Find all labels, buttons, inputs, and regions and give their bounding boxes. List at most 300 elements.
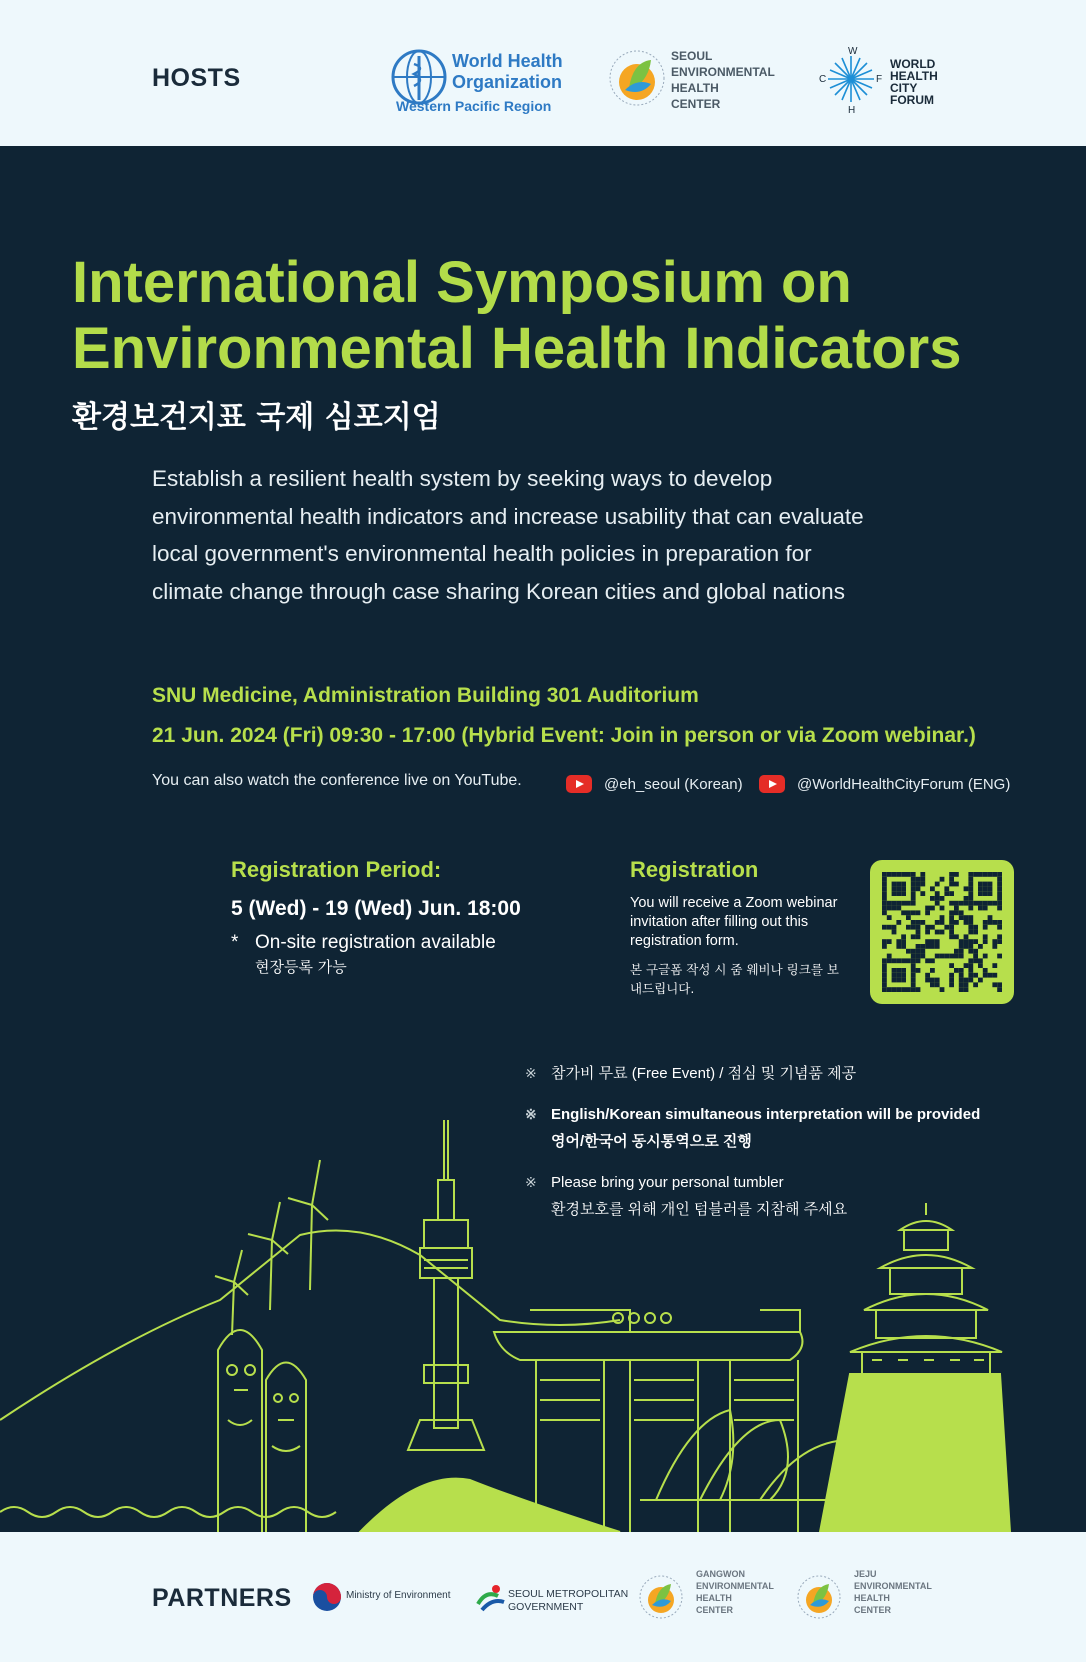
qr-module bbox=[892, 978, 897, 983]
note-tumbler-en: Please bring your personal tumbler bbox=[551, 1174, 784, 1191]
qr-module bbox=[968, 958, 973, 963]
qr-module bbox=[954, 872, 959, 877]
qr-module bbox=[978, 891, 983, 896]
whcf-line4: FORUM bbox=[890, 93, 934, 107]
qr-module bbox=[882, 982, 887, 987]
qr-module bbox=[959, 915, 964, 920]
qr-module bbox=[911, 934, 916, 939]
registration-period: 5 (Wed) - 19 (Wed) Jun. 18:00 bbox=[231, 897, 521, 920]
qr-module bbox=[964, 886, 969, 891]
qr-module bbox=[920, 944, 925, 949]
qr-module bbox=[935, 939, 940, 944]
qr-module bbox=[978, 901, 983, 906]
onsite-registration-ko: 현장등록 가능 bbox=[255, 958, 347, 976]
qr-module bbox=[992, 920, 997, 925]
qr-module bbox=[983, 906, 988, 911]
qr-module bbox=[959, 987, 964, 992]
registration-qr-code[interactable] bbox=[870, 860, 1014, 1004]
qr-module bbox=[892, 958, 897, 963]
qr-module bbox=[959, 944, 964, 949]
qr-module bbox=[916, 925, 921, 930]
qr-module bbox=[997, 886, 1002, 891]
gangwon-line4: CENTER bbox=[696, 1605, 734, 1615]
qr-module bbox=[892, 872, 897, 877]
qr-pattern bbox=[870, 860, 1014, 1004]
qr-module bbox=[940, 930, 945, 935]
qr-module bbox=[901, 891, 906, 896]
qr-module bbox=[944, 886, 949, 891]
qr-module bbox=[997, 906, 1002, 911]
qr-module bbox=[882, 958, 887, 963]
qr-module bbox=[964, 939, 969, 944]
qr-module bbox=[997, 939, 1002, 944]
qr-module bbox=[959, 968, 964, 973]
qr-module bbox=[901, 958, 906, 963]
qr-module bbox=[973, 872, 978, 877]
qr-module bbox=[911, 949, 916, 954]
qr-module bbox=[968, 886, 973, 891]
qr-module bbox=[930, 906, 935, 911]
partners-bar bbox=[0, 1532, 1086, 1662]
qr-module bbox=[988, 891, 993, 896]
qr-module bbox=[935, 901, 940, 906]
qr-module bbox=[882, 978, 887, 983]
qr-module bbox=[935, 930, 940, 935]
qr-module bbox=[887, 915, 892, 920]
gangwon-emblem-icon bbox=[638, 1574, 684, 1620]
qr-module bbox=[997, 872, 1002, 877]
qr-module bbox=[988, 882, 993, 887]
qr-module bbox=[916, 910, 921, 915]
whcf-letter-f: F bbox=[876, 74, 883, 85]
qr-module bbox=[911, 872, 916, 877]
qr-module bbox=[949, 973, 954, 978]
qr-module bbox=[949, 882, 954, 887]
note-tumbler-ko: 환경보호를 위해 개인 텀블러를 지참해 주세요 bbox=[551, 1201, 848, 1218]
qr-module bbox=[940, 906, 945, 911]
qr-module bbox=[973, 949, 978, 954]
qr-module bbox=[954, 934, 959, 939]
registration-text-ko: 본 구글폼 작성 시 줌 웨비나 링크를 보내드립니다. bbox=[630, 962, 839, 996]
jeju-line3: HEALTH bbox=[854, 1593, 890, 1603]
ministry-name: Ministry of Environment bbox=[346, 1590, 451, 1601]
qr-module bbox=[964, 944, 969, 949]
qr-module bbox=[911, 987, 916, 992]
qr-module bbox=[882, 944, 887, 949]
qr-module bbox=[983, 882, 988, 887]
youtube-icon bbox=[566, 775, 592, 793]
qr-module bbox=[911, 978, 916, 983]
qr-module bbox=[988, 872, 993, 877]
qr-module bbox=[911, 877, 916, 882]
qr-module bbox=[896, 920, 901, 925]
note-symbol: ※ bbox=[525, 1174, 537, 1190]
qr-module bbox=[930, 896, 935, 901]
whcf-letter-c: C bbox=[819, 74, 827, 85]
qr-module bbox=[949, 963, 954, 968]
qr-module bbox=[973, 954, 978, 959]
partners-label: PARTNERS bbox=[152, 1584, 292, 1612]
qr-module bbox=[997, 891, 1002, 896]
qr-module bbox=[882, 910, 887, 915]
qr-module bbox=[964, 978, 969, 983]
waves bbox=[0, 1507, 336, 1517]
qr-module bbox=[911, 882, 916, 887]
qr-module bbox=[887, 954, 892, 959]
qr-module bbox=[935, 944, 940, 949]
qr-module bbox=[978, 944, 983, 949]
qr-module bbox=[959, 954, 964, 959]
qr-module bbox=[911, 958, 916, 963]
qr-module bbox=[978, 963, 983, 968]
qr-module bbox=[911, 925, 916, 930]
castle-pagoda bbox=[850, 1203, 1002, 1374]
note-symbol: ※ bbox=[525, 1065, 537, 1081]
qr-module bbox=[949, 891, 954, 896]
skyline-illustration bbox=[0, 1120, 1086, 1532]
qr-module bbox=[964, 896, 969, 901]
wind-turbine-icon bbox=[248, 1202, 288, 1310]
qr-module bbox=[906, 901, 911, 906]
seoul-symbol-icon bbox=[476, 1582, 506, 1612]
qr-module bbox=[973, 973, 978, 978]
qr-module bbox=[887, 987, 892, 992]
qr-module bbox=[983, 901, 988, 906]
qr-module bbox=[925, 973, 930, 978]
qr-module bbox=[882, 906, 887, 911]
qr-module bbox=[896, 973, 901, 978]
qr-module bbox=[930, 944, 935, 949]
jeju-env-center-logo bbox=[796, 1568, 946, 1628]
whcf-letter-w: W bbox=[848, 46, 858, 57]
qr-module bbox=[983, 973, 988, 978]
qr-module bbox=[935, 920, 940, 925]
qr-module bbox=[968, 944, 973, 949]
qr-module bbox=[959, 901, 964, 906]
qr-module bbox=[887, 901, 892, 906]
qr-module bbox=[882, 925, 887, 930]
qr-module bbox=[892, 930, 897, 935]
whcf-line2: HEALTH bbox=[890, 69, 938, 83]
qr-module bbox=[901, 978, 906, 983]
qr-module bbox=[968, 915, 973, 920]
qr-module bbox=[968, 882, 973, 887]
whcf-line3: CITY bbox=[890, 81, 918, 95]
qr-module bbox=[983, 891, 988, 896]
qr-module bbox=[911, 896, 916, 901]
qr-module bbox=[954, 901, 959, 906]
ministry-of-environment-logo bbox=[312, 1572, 462, 1622]
qr-module bbox=[973, 958, 978, 963]
qr-module bbox=[935, 882, 940, 887]
qr-module bbox=[925, 910, 930, 915]
qr-module bbox=[949, 954, 954, 959]
seoul-env-line2: ENVIRONMENTAL bbox=[671, 65, 775, 79]
qr-module bbox=[901, 973, 906, 978]
hosts-label: HOSTS bbox=[152, 64, 241, 92]
qr-module bbox=[964, 915, 969, 920]
qr-module bbox=[896, 886, 901, 891]
qr-module bbox=[968, 920, 973, 925]
qr-module bbox=[925, 978, 930, 983]
qr-module bbox=[882, 877, 887, 882]
note-interpretation-ko: 영어/한국어 동시통역으로 진행 bbox=[551, 1133, 752, 1150]
qr-module bbox=[954, 906, 959, 911]
qr-module bbox=[968, 968, 973, 973]
qr-module bbox=[930, 968, 935, 973]
qr-module bbox=[892, 987, 897, 992]
seoul-env-line4: CENTER bbox=[671, 97, 721, 111]
qr-module bbox=[896, 939, 901, 944]
qr-module bbox=[949, 978, 954, 983]
youtube-korean-link[interactable] bbox=[566, 775, 743, 793]
event-description: Establish a resilient health system by seeking ways to develop environmental health indicators and increase usability that can evaluate local government's environmental health policies in preparation for climate change through case sharing Korean cities and global nations bbox=[152, 466, 864, 604]
qr-module bbox=[973, 982, 978, 987]
qr-module bbox=[964, 901, 969, 906]
qr-module bbox=[968, 930, 973, 935]
qr-module bbox=[916, 954, 921, 959]
qr-module bbox=[992, 901, 997, 906]
title-line1: International Symposium on bbox=[72, 250, 852, 315]
qr-module bbox=[925, 925, 930, 930]
gangwon-line3: HEALTH bbox=[696, 1593, 732, 1603]
qr-module bbox=[968, 939, 973, 944]
qr-module bbox=[978, 886, 983, 891]
qr-module bbox=[949, 915, 954, 920]
qr-module bbox=[887, 906, 892, 911]
registration-text: You will receive a Zoom webinar invitation after filling out this registration form. bbox=[630, 895, 838, 949]
qr-module bbox=[973, 939, 978, 944]
qr-module bbox=[901, 968, 906, 973]
qr-module bbox=[935, 896, 940, 901]
gangwon-line2: ENVIRONMENTAL bbox=[696, 1581, 774, 1591]
whcf-line1: WORLD bbox=[890, 57, 936, 71]
qr-module bbox=[973, 901, 978, 906]
qr-module bbox=[920, 872, 925, 877]
qr-module bbox=[906, 949, 911, 954]
jeju-line2: ENVIRONMENTAL bbox=[854, 1581, 932, 1591]
qr-module bbox=[935, 982, 940, 987]
qr-module bbox=[959, 973, 964, 978]
seoul-env-line3: HEALTH bbox=[671, 81, 719, 95]
qr-module bbox=[988, 901, 993, 906]
qr-module bbox=[901, 886, 906, 891]
whcf-logo bbox=[818, 44, 948, 114]
seoul-env-line1: SEOUL bbox=[671, 49, 713, 63]
youtube-eng-link[interactable] bbox=[759, 775, 1010, 793]
wind-turbine-icon bbox=[215, 1250, 248, 1335]
qr-module bbox=[992, 982, 997, 987]
youtube-note: You can also watch the conference live on YouTube. bbox=[152, 772, 522, 789]
qr-module bbox=[954, 910, 959, 915]
qr-module bbox=[920, 891, 925, 896]
qr-module bbox=[968, 949, 973, 954]
qr-module bbox=[978, 882, 983, 887]
qr-module bbox=[916, 920, 921, 925]
qr-module bbox=[906, 910, 911, 915]
seoul-gov-logo bbox=[476, 1572, 629, 1622]
qr-module bbox=[930, 925, 935, 930]
qr-module bbox=[935, 978, 940, 983]
qr-module bbox=[911, 954, 916, 959]
qr-module bbox=[997, 920, 1002, 925]
qr-module bbox=[916, 934, 921, 939]
qr-module bbox=[911, 982, 916, 987]
qr-module bbox=[911, 968, 916, 973]
qr-module bbox=[954, 882, 959, 887]
qr-module bbox=[892, 891, 897, 896]
qr-module bbox=[997, 925, 1002, 930]
qr-module bbox=[892, 901, 897, 906]
qr-module bbox=[911, 963, 916, 968]
qr-module bbox=[949, 872, 954, 877]
qr-module bbox=[992, 939, 997, 944]
qr-module bbox=[901, 934, 906, 939]
qr-module bbox=[983, 886, 988, 891]
dol-hareubang-statue bbox=[218, 1330, 306, 1532]
qr-module bbox=[906, 925, 911, 930]
qr-module bbox=[896, 891, 901, 896]
qr-module bbox=[916, 886, 921, 891]
qr-module bbox=[911, 886, 916, 891]
qr-module bbox=[920, 949, 925, 954]
qr-module bbox=[997, 877, 1002, 882]
qr-module bbox=[954, 920, 959, 925]
qr-module bbox=[911, 920, 916, 925]
qr-module bbox=[930, 886, 935, 891]
qr-module bbox=[901, 872, 906, 877]
qr-module bbox=[978, 872, 983, 877]
qr-module bbox=[916, 877, 921, 882]
qr-module bbox=[959, 949, 964, 954]
qr-module bbox=[882, 973, 887, 978]
qr-module bbox=[882, 987, 887, 992]
qr-module bbox=[896, 872, 901, 877]
seoul-env-center-logo bbox=[607, 46, 787, 112]
qr-module bbox=[882, 939, 887, 944]
qr-module bbox=[968, 963, 973, 968]
youtube-korean-handle: @eh_seoul (Korean) bbox=[604, 775, 743, 793]
qr-module bbox=[940, 954, 945, 959]
qr-module bbox=[906, 872, 911, 877]
qr-module bbox=[882, 891, 887, 896]
qr-module bbox=[949, 930, 954, 935]
qr-module bbox=[911, 891, 916, 896]
qr-module bbox=[949, 925, 954, 930]
qr-module bbox=[940, 915, 945, 920]
qr-module bbox=[901, 944, 906, 949]
note-free-text: 참가비 무료 (Free Event) / 점심 및 기념품 제공 bbox=[551, 1065, 857, 1082]
qr-module bbox=[887, 925, 892, 930]
qr-module bbox=[892, 882, 897, 887]
qr-module bbox=[959, 982, 964, 987]
qr-module bbox=[906, 915, 911, 920]
qr-module bbox=[916, 968, 921, 973]
registration-period-heading: Registration Period: bbox=[231, 857, 442, 882]
note-free bbox=[525, 1060, 980, 1087]
qr-module bbox=[896, 944, 901, 949]
qr-module bbox=[930, 982, 935, 987]
qr-module bbox=[916, 944, 921, 949]
qr-module bbox=[988, 920, 993, 925]
qr-module bbox=[983, 954, 988, 959]
event-venue: SNU Medicine, Administration Building 301 Auditorium bbox=[152, 684, 699, 707]
whcf-star-icon bbox=[818, 44, 884, 114]
jeju-line4: CENTER bbox=[854, 1605, 892, 1615]
qr-module bbox=[901, 939, 906, 944]
taegeuk-icon bbox=[312, 1582, 342, 1612]
qr-module bbox=[930, 978, 935, 983]
qr-module bbox=[882, 882, 887, 887]
event-title bbox=[72, 250, 992, 382]
who-name-line1: World Health bbox=[452, 51, 563, 71]
seoul-env-emblem-icon bbox=[607, 48, 667, 108]
qr-module bbox=[911, 901, 916, 906]
qr-module bbox=[906, 987, 911, 992]
qr-module bbox=[882, 901, 887, 906]
qr-module bbox=[954, 968, 959, 973]
qr-module bbox=[997, 982, 1002, 987]
qr-module bbox=[968, 925, 973, 930]
qr-module bbox=[892, 968, 897, 973]
youtube-icon bbox=[759, 775, 785, 793]
qr-module bbox=[892, 886, 897, 891]
qr-module bbox=[983, 968, 988, 973]
registration-heading: Registration bbox=[630, 857, 759, 882]
qr-module bbox=[911, 910, 916, 915]
qr-module bbox=[916, 882, 921, 887]
qr-module bbox=[968, 877, 973, 882]
qr-module bbox=[896, 906, 901, 911]
qr-module bbox=[887, 939, 892, 944]
qr-module bbox=[949, 920, 954, 925]
qr-module bbox=[983, 934, 988, 939]
qr-module bbox=[925, 930, 930, 935]
qr-module bbox=[968, 906, 973, 911]
youtube-eng-handle: @WorldHealthCityForum (ENG) bbox=[797, 775, 1011, 793]
qr-module bbox=[920, 882, 925, 887]
qr-module bbox=[968, 901, 973, 906]
qr-module bbox=[944, 891, 949, 896]
qr-module bbox=[964, 920, 969, 925]
hosts-bar bbox=[0, 0, 1086, 146]
qr-module bbox=[925, 944, 930, 949]
qr-module bbox=[882, 886, 887, 891]
qr-module bbox=[964, 982, 969, 987]
qr-module bbox=[949, 982, 954, 987]
qr-module bbox=[944, 954, 949, 959]
qr-module bbox=[882, 872, 887, 877]
marina-bay-sands bbox=[494, 1310, 802, 1532]
qr-module bbox=[968, 896, 973, 901]
wind-turbine-icon bbox=[288, 1160, 328, 1290]
qr-module bbox=[892, 906, 897, 911]
qr-module bbox=[901, 882, 906, 887]
seoul-tower bbox=[408, 1120, 484, 1450]
qr-module bbox=[935, 891, 940, 896]
qr-module bbox=[983, 925, 988, 930]
qr-module bbox=[978, 958, 983, 963]
qr-module bbox=[930, 939, 935, 944]
qr-module bbox=[916, 930, 921, 935]
title-line2: Environmental Health Indicators bbox=[72, 316, 962, 381]
qr-module bbox=[896, 968, 901, 973]
qr-module bbox=[959, 978, 964, 983]
qr-module bbox=[892, 925, 897, 930]
event-date: 21 Jun. 2024 (Fri) 09:30 - 17:00 (Hybrid Event: Join in person or via Zoom webinar.) bbox=[152, 724, 976, 747]
korean-title: 환경보건지표 국제 심포지엄 bbox=[72, 400, 441, 435]
qr-module bbox=[997, 934, 1002, 939]
